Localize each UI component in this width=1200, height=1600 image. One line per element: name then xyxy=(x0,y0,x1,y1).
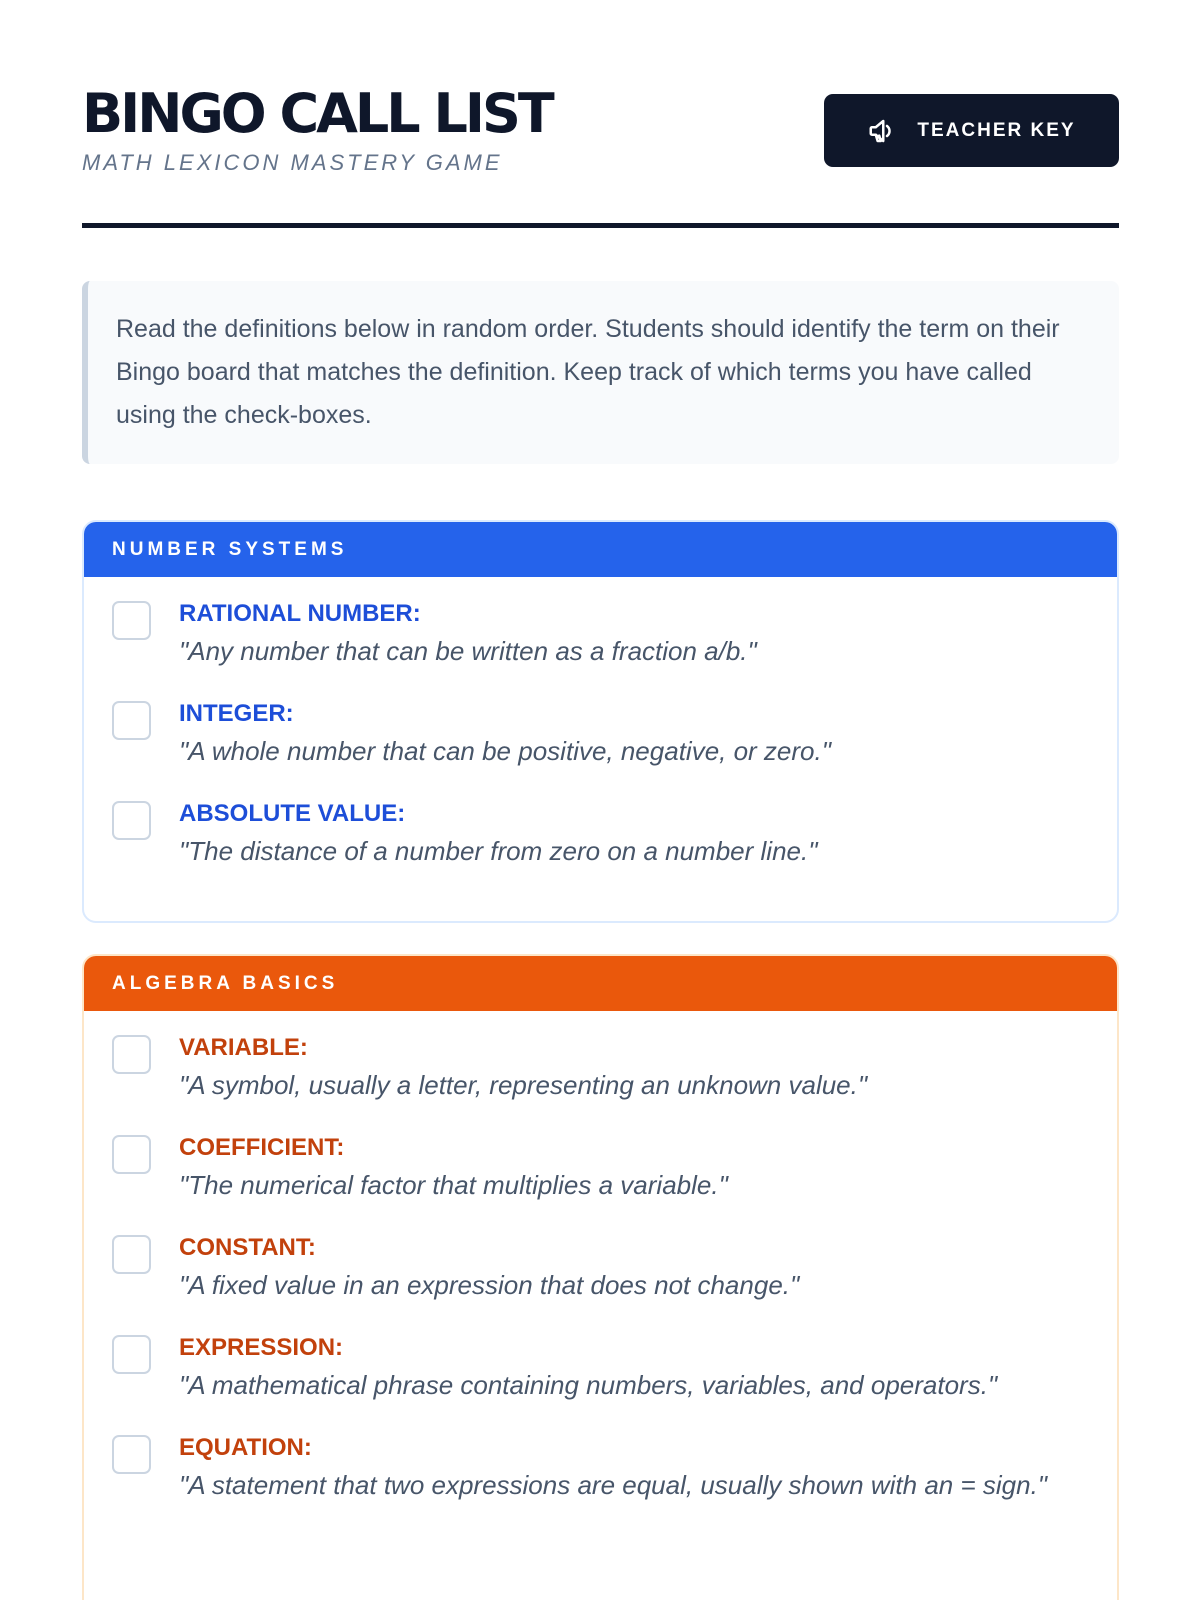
term-label: INTEGER: xyxy=(179,700,294,727)
term-definition: "The numerical factor that multiplies a variable." xyxy=(179,1170,728,1200)
call-item xyxy=(84,1231,1117,1305)
term-label: RATIONAL NUMBER: xyxy=(179,600,421,627)
call-item xyxy=(84,597,1117,671)
term-label: VARIABLE: xyxy=(179,1034,308,1061)
page-header xyxy=(82,0,1119,228)
call-checkbox[interactable] xyxy=(112,1235,151,1274)
term-definition: "Any number that can be written as a fraction a/b." xyxy=(179,636,757,666)
page xyxy=(82,0,1119,1500)
call-checkbox[interactable] xyxy=(112,1335,151,1374)
term-label: EXPRESSION: xyxy=(179,1334,344,1361)
call-item xyxy=(84,1431,1117,1505)
megaphone-icon xyxy=(867,116,897,146)
call-item xyxy=(84,797,1117,871)
call-checkbox[interactable] xyxy=(112,801,151,840)
call-checkbox[interactable] xyxy=(112,1135,151,1174)
term-label: ABSOLUTE VALUE: xyxy=(179,800,406,827)
call-checkbox[interactable] xyxy=(112,701,151,740)
section-body xyxy=(84,577,1117,871)
call-item xyxy=(84,697,1117,771)
section-algebra-basics xyxy=(82,954,1119,1600)
section-body xyxy=(84,1011,1117,1505)
term-definition: "A statement that two expressions are equal, usually shown with an = sign." xyxy=(179,1470,1048,1500)
teacher-key-label: TEACHER KEY xyxy=(917,119,1076,141)
term-definition: "A fixed value in an expression that does not change." xyxy=(179,1270,800,1300)
call-checkbox[interactable] xyxy=(112,1435,151,1474)
instructions-box xyxy=(82,281,1119,464)
call-item xyxy=(84,1131,1117,1205)
term-label: CONSTANT: xyxy=(179,1234,316,1261)
page-title: BINGO CALL LIST xyxy=(82,82,552,145)
section-number-systems xyxy=(82,520,1119,923)
term-label: COEFFICIENT: xyxy=(179,1134,345,1161)
term-definition: "A whole number that can be positive, negative, or zero." xyxy=(179,736,831,766)
section-header: ALGEBRA BASICS xyxy=(84,956,1117,1011)
call-checkbox[interactable] xyxy=(112,601,151,640)
section-header: NUMBER SYSTEMS xyxy=(84,522,1117,577)
term-definition: "A symbol, usually a letter, representing an unknown value." xyxy=(179,1070,868,1100)
instructions-text: Read the definitions below in random order. Students should identify the term on their Bingo board that matches the definition. Keep track of which terms you have called using the check-boxes. xyxy=(116,315,1060,429)
teacher-key-button[interactable] xyxy=(824,94,1119,167)
call-item xyxy=(84,1031,1117,1105)
call-checkbox[interactable] xyxy=(112,1035,151,1074)
call-item xyxy=(84,1331,1117,1405)
term-definition: "A mathematical phrase containing numbers, variables, and operators." xyxy=(179,1370,998,1400)
term-definition: "The distance of a number from zero on a number line." xyxy=(179,836,818,866)
page-subtitle: MATH LEXICON MASTERY GAME xyxy=(82,150,503,175)
term-label: EQUATION: xyxy=(179,1434,312,1461)
